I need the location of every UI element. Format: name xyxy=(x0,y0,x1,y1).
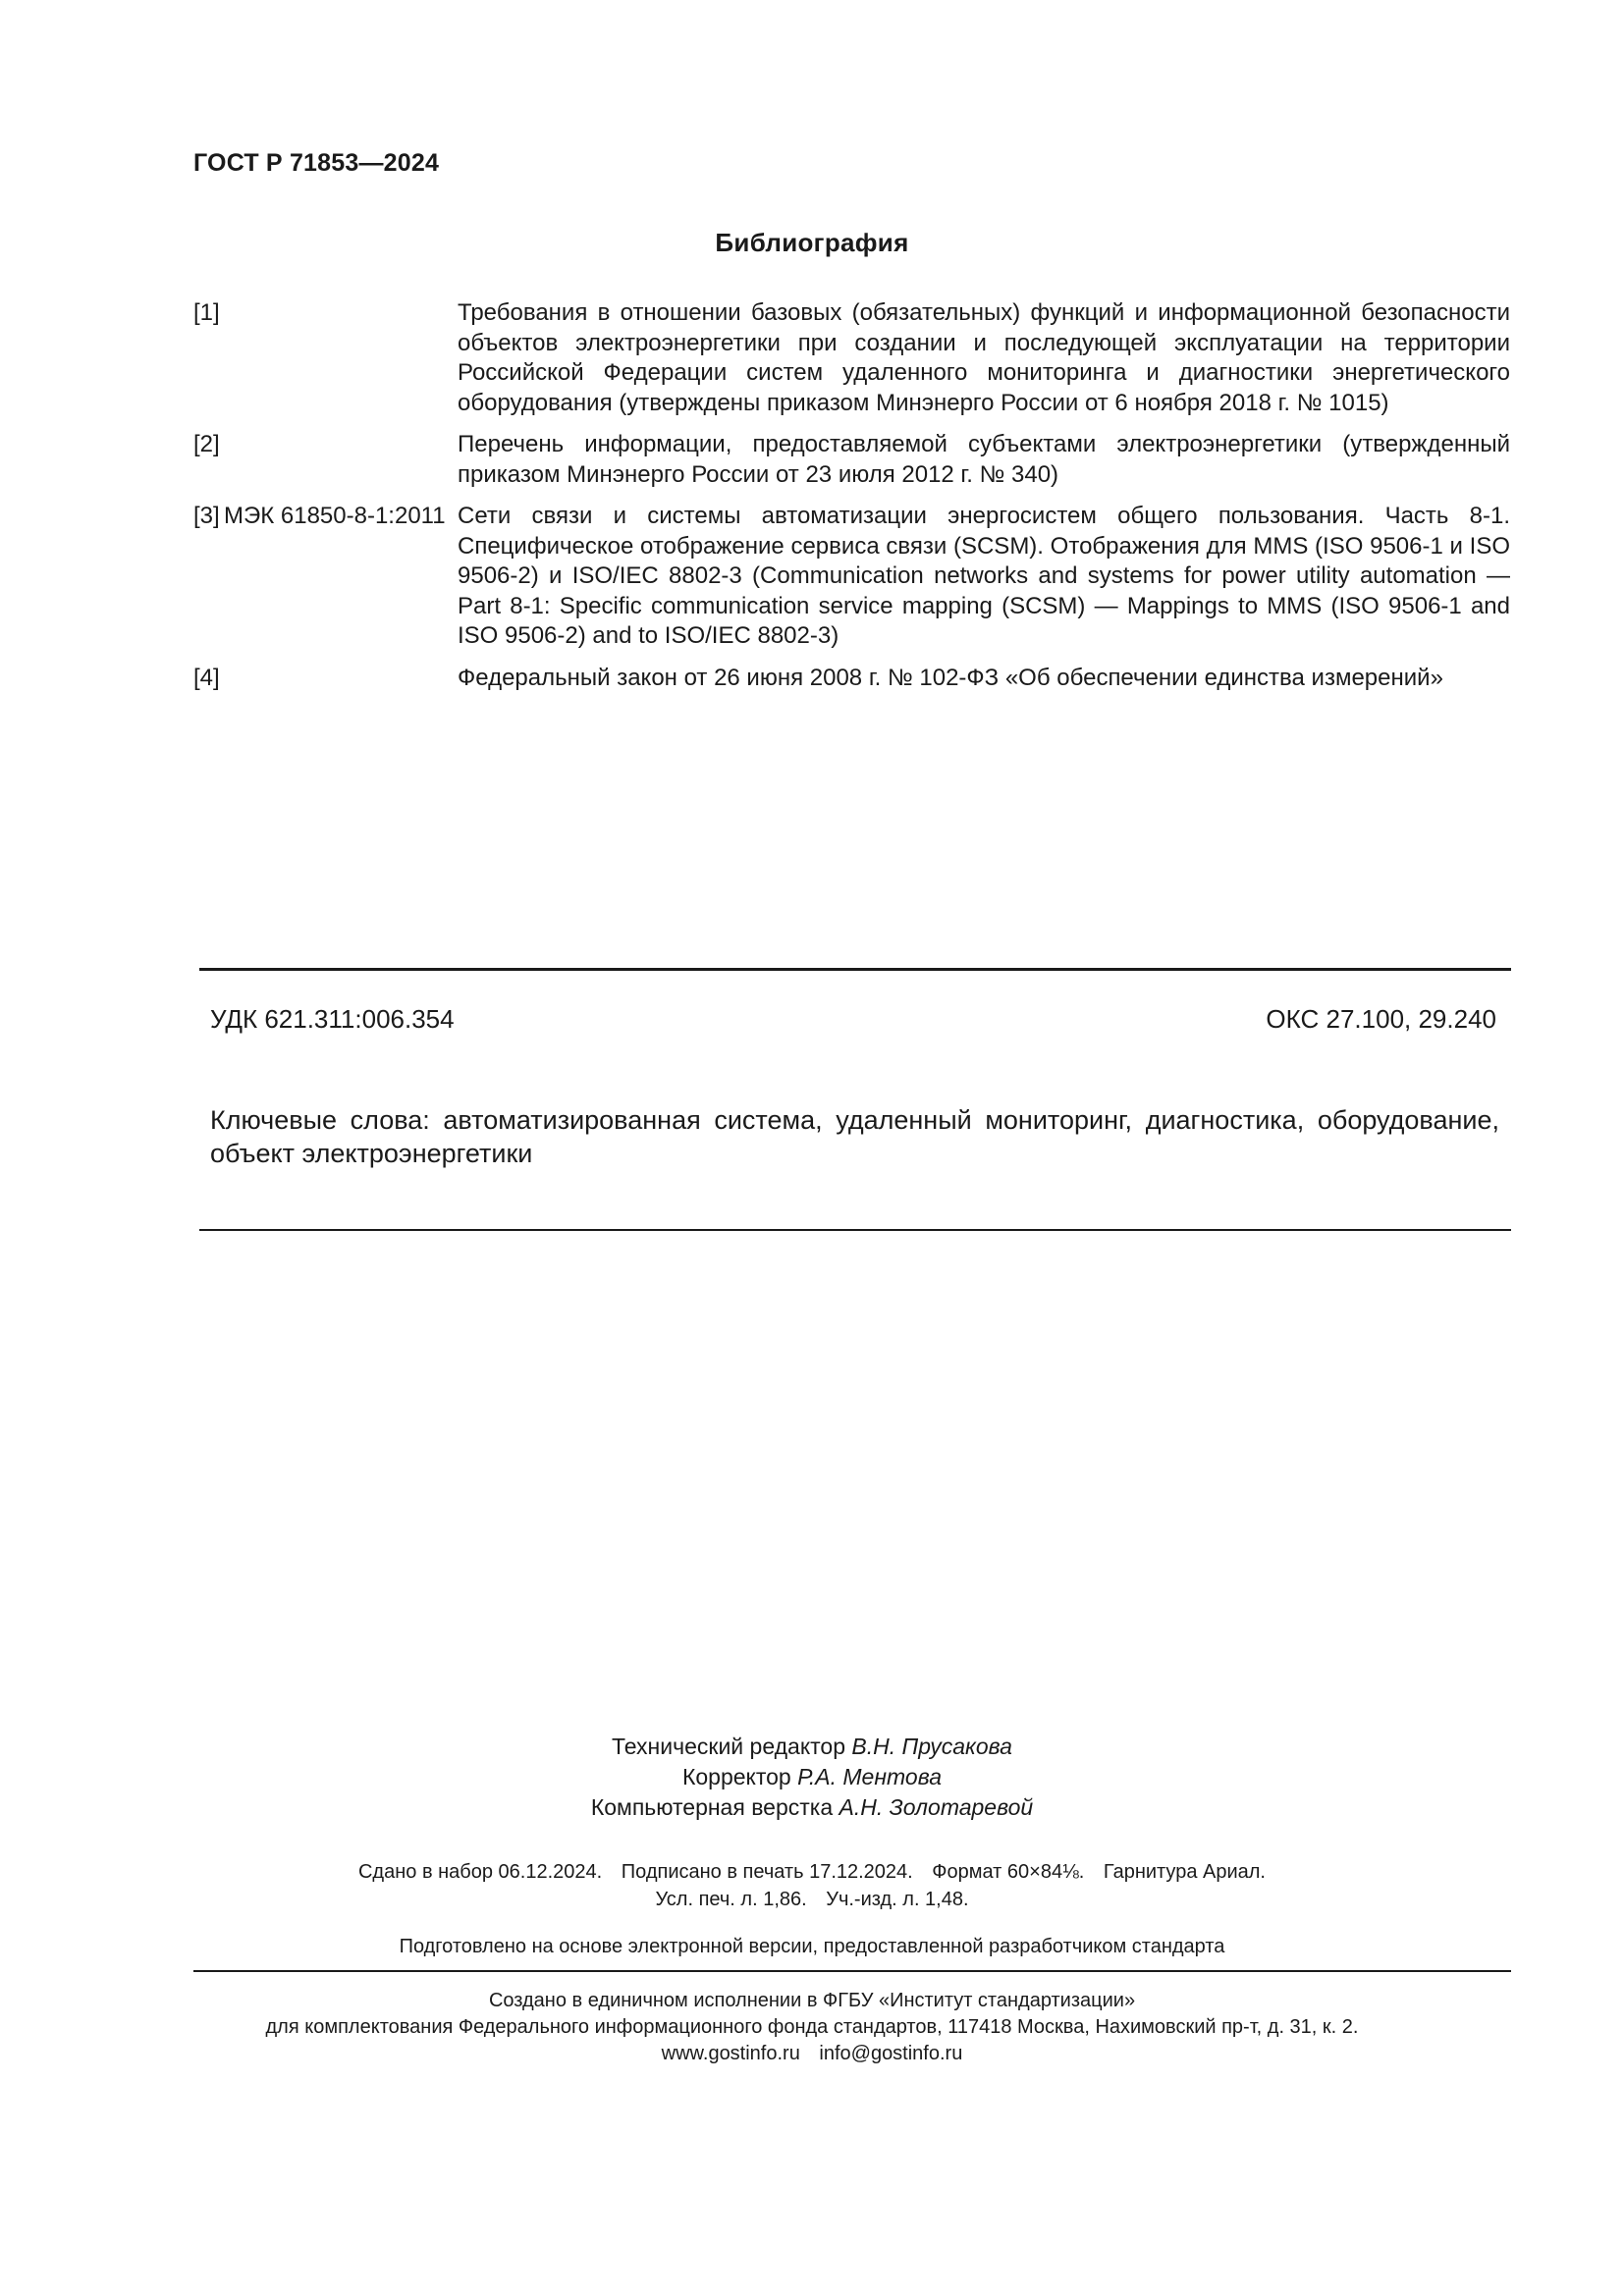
publisher-line-2: для комплектования Федерального информационного фонда стандартов, 117418 Москва, Нахимовский пр-т, д. 31, к. 2. xyxy=(265,2016,1359,2038)
oks-code: ОКС 27.100, 29.240 xyxy=(1266,1004,1496,1034)
entry-text: Требования в отношении базовых (обязательных) функций и информационной безопасности объектов электроэнергетики при создании и последующей эксплуатации на территории Российской Федерации систем удаленного мониторинга и диагностики энергетического оборудования (утверждены приказом Минэнерго России от 6 ноября 2018 г. № 1015) xyxy=(458,299,1510,416)
entry-designation xyxy=(224,430,458,490)
entry-number: [4] xyxy=(193,664,220,691)
bibliography-entry xyxy=(193,664,1510,694)
publisher-sheets: Уч.-изд. л. 1,48. xyxy=(826,1889,969,1910)
entry-number: [3] xyxy=(193,503,220,529)
credit-person: А.Н. Золотаревой xyxy=(839,1794,1034,1820)
typeface: Гарнитура Ариал. xyxy=(1103,1861,1266,1883)
paper-format: Формат 60×84⅛. xyxy=(932,1861,1085,1883)
print-info-line-2 xyxy=(0,1886,1624,1913)
submitted-date: Сдано в набор 06.12.2024. xyxy=(357,1861,603,1883)
credit-person: Р.А. Ментова xyxy=(797,1764,942,1789)
bibliography-list xyxy=(193,298,1510,705)
divider-bottom xyxy=(199,1229,1511,1231)
email-link[interactable]: info@gostinfo.ru xyxy=(819,2043,963,2064)
entry-text: Перечень информации, предоставляемой субъектами электроэнергетики (утвержденный приказом Минэнерго России от 23 июля 2012 г. № 340) xyxy=(458,431,1510,488)
prepared-note: Подготовлено на основе электронной версии, предоставленной разработчиком стандарта xyxy=(399,1936,1225,1957)
credit-role: Компьютерная верстка xyxy=(590,1794,834,1820)
credit-person: В.Н. Прусакова xyxy=(851,1734,1012,1759)
publisher-contacts xyxy=(0,2041,1624,2067)
credits-block xyxy=(0,1732,1624,1823)
publisher-block xyxy=(0,1988,1624,2067)
bibliography-entry xyxy=(193,502,1510,652)
entry-number: [2] xyxy=(193,431,220,457)
udk-code: УДК 621.311:006.354 xyxy=(210,1004,455,1034)
entry-designation: МЭК 61850-8-1:2011 xyxy=(224,503,446,529)
signed-date: Подписано в печать 17.12.2024. xyxy=(621,1861,913,1883)
credit-tech-editor xyxy=(0,1732,1624,1762)
document-code: ГОСТ Р 71853—2024 xyxy=(193,149,440,177)
print-info xyxy=(0,1858,1624,1913)
credit-role: Корректор xyxy=(681,1764,791,1789)
bibliography-entry xyxy=(193,298,1510,418)
credit-corrector xyxy=(0,1762,1624,1792)
bibliography-entry xyxy=(193,430,1510,490)
keywords: Ключевые слова: автоматизированная система, удаленный мониторинг, диагностика, оборудование, объект электроэнергетики xyxy=(210,1105,1499,1168)
divider-top xyxy=(199,968,1511,971)
divider-footer xyxy=(193,1970,1511,1972)
credit-role: Технический редактор xyxy=(612,1734,846,1759)
entry-designation xyxy=(224,298,458,418)
print-info-line-1 xyxy=(0,1858,1624,1886)
bibliography-title: Библиография xyxy=(715,228,909,257)
credit-layout xyxy=(0,1792,1624,1823)
entry-designation xyxy=(224,664,458,694)
print-sheets: Усл. печ. л. 1,86. xyxy=(655,1889,807,1910)
entry-number: [1] xyxy=(193,299,220,326)
publisher-line-1: Создано в единичном исполнении в ФГБУ «Институт стандартизации» xyxy=(488,1990,1136,2011)
entry-text: Сети связи и системы автоматизации энергосистем общего пользования. Часть 8-1. Специфическое отображение сервиса связи (SCSM). Отображения для MMS (ISO 9506-1 и ISO 9506-2) и ISO/IEC 8802-3 (Communication networks and systems for power utility automation — Part 8-1: Specific communication service mapping (SCSM) — Mappings to MMS (ISO 9506-1 and ISO 9506-2) and to ISO/IEC 8802-3) xyxy=(458,503,1510,649)
entry-text: Федеральный закон от 26 июня 2008 г. № 102-ФЗ «Об обеспечении единства измерений» xyxy=(458,664,1443,691)
website-link[interactable]: www.gostinfo.ru xyxy=(661,2043,800,2064)
